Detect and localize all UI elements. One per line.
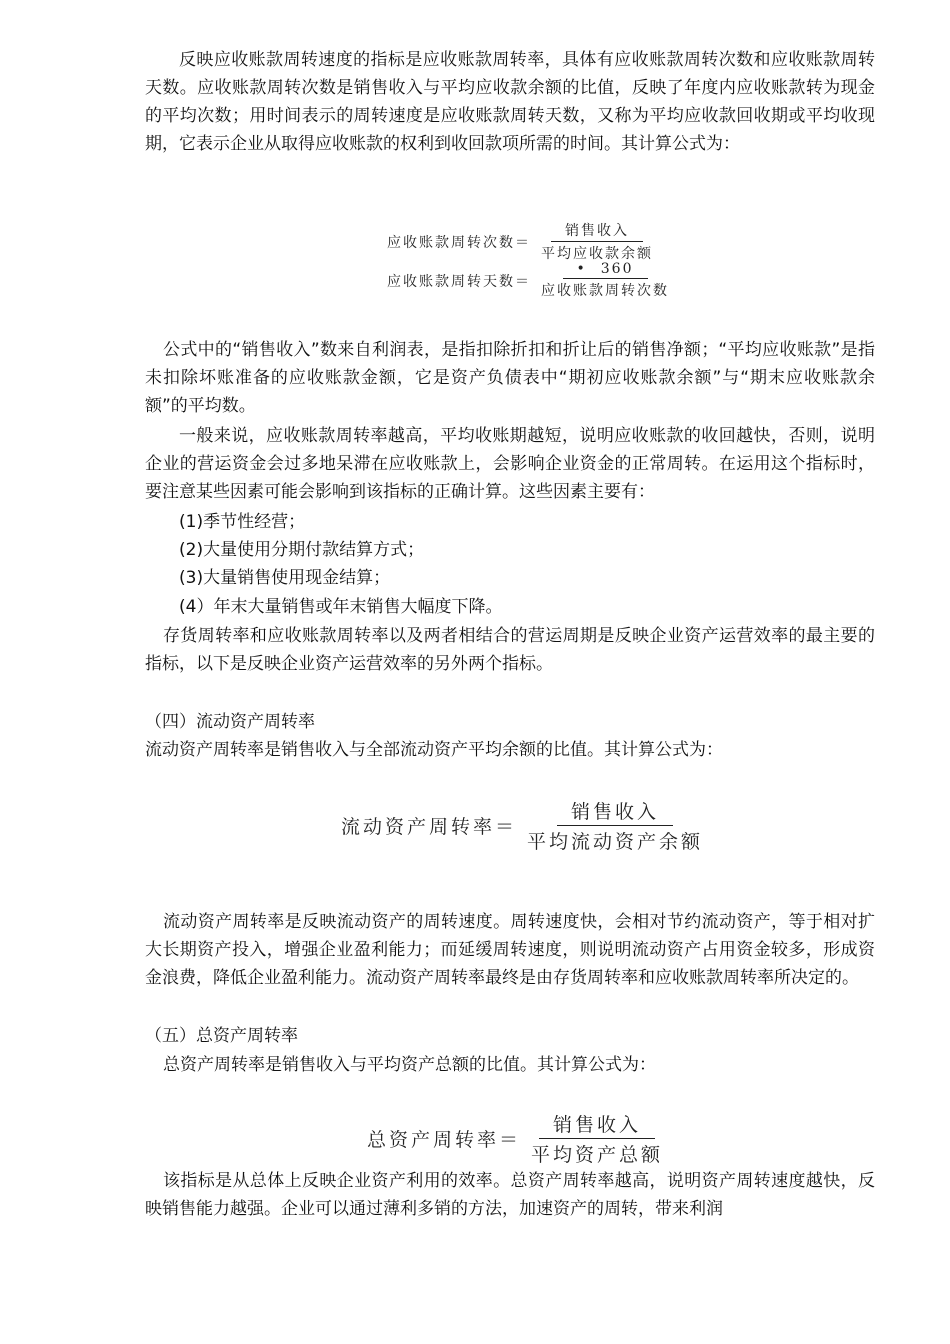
formula-numerator: 销售收入 (539, 1110, 655, 1139)
formula-current-assets-turnover (341, 797, 709, 854)
formula-dot: • (576, 261, 587, 277)
list-item-factor-3: (3)大量销售使用现金结算； (179, 568, 391, 588)
formula-numerator: • 360 (563, 261, 648, 279)
paragraph-efficiency-indicators: 存货周转率和应收账款周转率以及两者相结合的营运周期是反映企业资产运营效率的最主要的指标，以下是反映企业资产运营效率的另外两个指标。 (145, 626, 875, 674)
formula-fraction (521, 797, 709, 854)
formula-lhs: 应收账款周转天数＝ (387, 273, 531, 290)
section-heading-current-assets-turnover: （四）流动资产周转率 (145, 712, 315, 732)
paragraph-total-assets-explanation: 该指标是从总体上反映企业资产利用的效率。总资产周转率越高，说明资产周转速度越快，反映销售能力越强。企业可以通过薄利多销的方法，加速资产的周转，带来利润 (145, 1171, 875, 1219)
formula-fraction (535, 220, 659, 263)
paragraph-sales-revenue-definition: 公式中的“销售收入”数来自利润表，是指扣除折扣和折让后的销售净额；“平均应收账款”是指未扣除坏账准备的应收账款金额，它是资产负债表中“期初应收账款余额”与“期末应收账款余额”的平均数。 (145, 340, 875, 416)
formula-lhs: 流动资产周转率＝ (341, 816, 518, 838)
paragraph-turnover-interpretation: 一般来说，应收账款周转率越高，平均收账期越短，说明应收账款的收回越快，否则，说明企业的营运资金会过多地呆滞在应收账款上，会影响企业资金的正常周转。在运用这个指标时，要注意某些因素可能会影响到该指标的正确计算。这些因素主要有： (145, 426, 875, 502)
formula-denominator: 平均流动资产余额 (527, 831, 704, 853)
paragraph-receivable-turnover-intro: 反映应收账款周转速度的指标是应收账款周转率，具体有应收账款周转次数和应收账款周转天数。应收账款周转次数是销售收入与平均应收款余额的比值，反映了年度内应收账款转为现金的平均次数；用时间表示的周转速度是应收账款周转天数，又称为平均应收款回收期或平均收现期，它表示企业从取得应收账款的权利到收回款项所需的时间。其计算公式为： (145, 50, 875, 154)
formula-receivable-turnover-days (387, 261, 675, 300)
formula-numerator: 销售收入 (551, 220, 643, 242)
paragraph-total-assets-definition: 总资产周转率是销售收入与平均资产总额的比值。其计算公式为： (163, 1055, 656, 1075)
formula-fraction (525, 1110, 669, 1167)
list-item-factor-2: (2)大量使用分期付款结算方式； (179, 540, 425, 560)
formula-lhs: 总资产周转率＝ (367, 1129, 522, 1151)
list-item-factor-4: (4）年末大量销售或年末销售大幅度下降。 (179, 597, 503, 617)
formula-receivable-turnover-times (387, 220, 659, 263)
paragraph-current-assets-definition: 流动资产周转率是销售收入与全部流动资产平均余额的比值。其计算公式为： (145, 740, 723, 760)
list-item-factor-1: (1)季节性经营； (179, 512, 306, 532)
formula-denominator: 应收账款周转次数 (541, 283, 669, 299)
section-heading-total-assets-turnover: （五）总资产周转率 (145, 1026, 298, 1046)
formula-numerator: 销售收入 (557, 797, 673, 826)
formula-lhs: 应收账款周转次数＝ (387, 234, 531, 251)
paragraph-current-assets-explanation: 流动资产周转率是反映流动资产的周转速度。周转速度快，会相对节约流动资产，等于相对扩大长期资产投入，增强企业盈利能力；而延缓周转速度，则说明流动资产占用资金较多，形成资金浪费，降低企业盈利能力。流动资产周转率最终是由存货周转率和应收账款周转率所决定的。 (145, 912, 875, 988)
formula-fraction (535, 261, 675, 300)
formula-denominator: 平均资产总额 (531, 1144, 664, 1166)
formula-denominator: 平均应收款余额 (541, 246, 653, 262)
formula-total-assets-turnover (367, 1110, 669, 1167)
